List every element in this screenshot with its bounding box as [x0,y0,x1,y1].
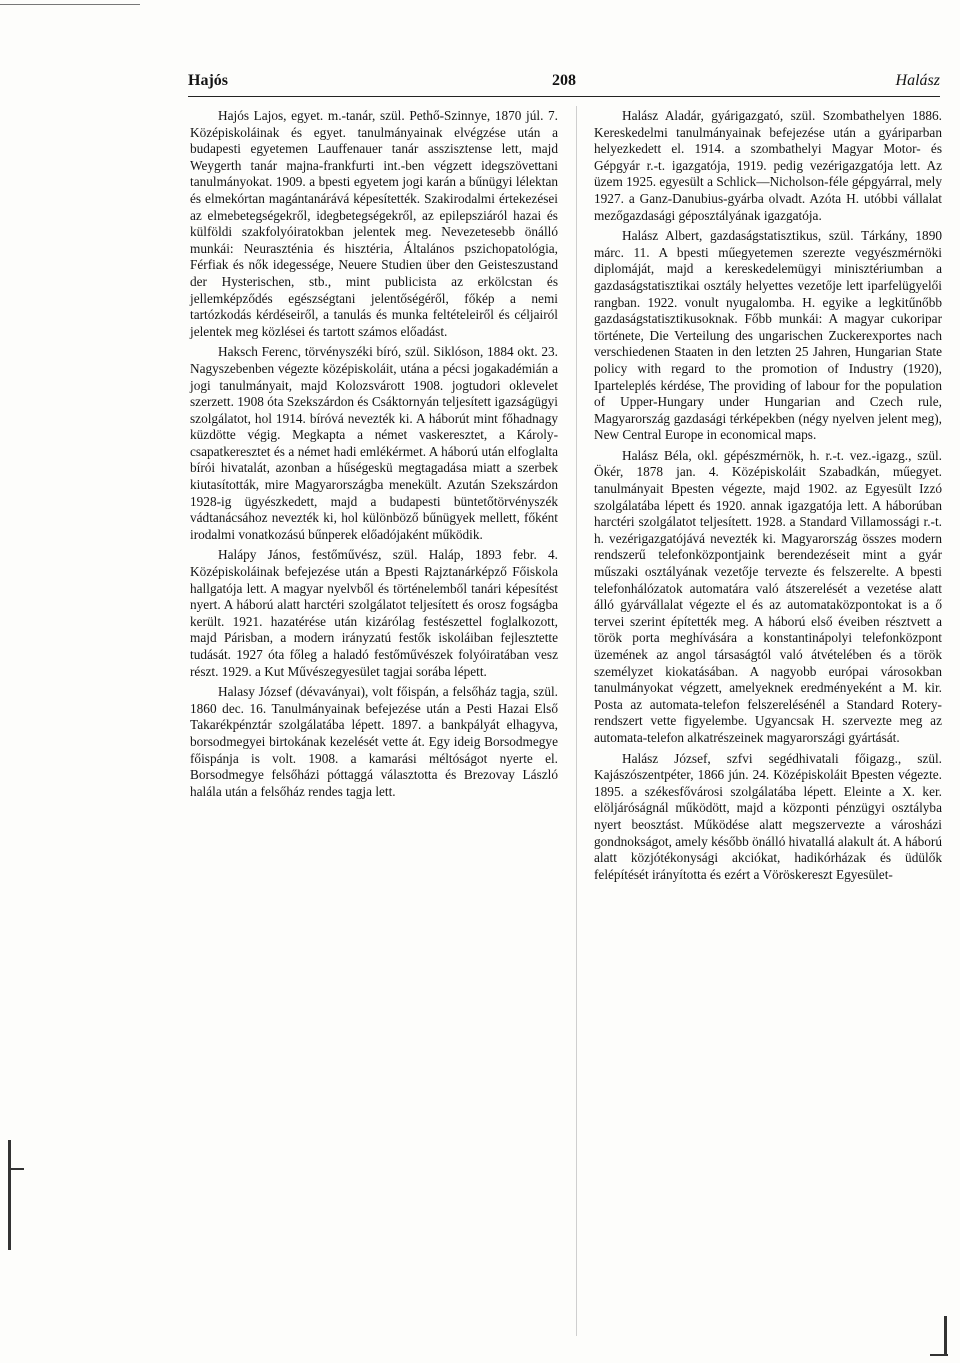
entry-hajos-lajos: Hajós Lajos, egyet. m.-tanár, szül. Pethő-Szinnye, 1870 júl. 7. Középiskoláinak és egyet. tanulmányainak elvégzése után a budapesti egyetemen Lauffenauer tanár asszisztense lett, majd Weygerth tanár majna-frankfurti int.-ben végzett idegszövettani tanulmányokat. 1909. a bpesti egyetem jogi karán a bűnügyi lélektan és elmekórtan magántanárává képesítették. Szakirodalmi értekezései az elmebetegségekről, idegbetegségekről, az epilepsziáról hazai és külföldi szakfolyóiratokban jelentek meg. Nevezetesebb önálló munkái: Neuraszténia és hisztéria, Általános pszichopatológia, Férfiak és nők idegessége, Neuere Studien über den Geisteszustand der Hysterischen, stb., mint publicista az erkölcstan és jellemképződés egészségtani jelentőségéről, főkép a nemi tartózkodás kérdéseiről, a tanulás és munka feltételeiről és céljairól jelentek meg közlései és tartott számos előadást. [190,108,558,339]
scan-mark-bottom-right-base [930,1354,948,1356]
page-number: 208 [552,72,576,89]
entry-halasz-jozsef: Halász József, szfvi segédhivatali főigazg., szül. Kajászószentpéter, 1866 jún. 24. Középiskoláit Bpesten végezte. 1895. a székesfővárosi szolgálatába lépett. Eleinte a X. ker. elöljáróságnál működött, majd a központi pénzügyi osztályba nyert beosztást. Működése alatt megszervezte a városházi gondnokságot, amely később önálló hivatallá alakult át. A háború alatt közjótékonysági akciókat, hadikórházak és üdülők felépítését irányította és ezért a Vöröskereszt Egyesület- [594,750,942,882]
entry-halasz-aladar: Halász Aladár, gyárigazgató, szül. Szombathelyen 1886. Kereskedelmi tanulmányainak befejezése után a gyáriparban helyezkedett el. 1914. a szombathelyi Magyar Motor- és Gépgyár r.-t. igazgatója, 1919. pedig vezérigazgatója lett. Az üzem 1925. egyesült a Schlick—Nicholson-féle gépgyárral, mely 1927. a Ganz-Danubius-gyárba olvadt. Azóta H. utóbbi vállalat mezőgazdasági géposztályának igazgatója. [594,108,942,223]
right-column [594,108,942,887]
scan-mark-top-left [0,4,140,5]
column-divider [576,106,577,1336]
scan-mark-left-tick [8,1168,24,1170]
entry-halasz-bela: Halász Béla, okl. gépészmérnök, h. r.-t. vez.-igazg., szül. Ökér, 1878 jan. 4. Középiskoláit Szabadkán, műegyet. tanulmányait Bpesten végezte, majd 1902. az Egyesült Izzó szolgálatába lépett és 1920. annak igazgatója lett. A háborúban harctéri szolgálatot teljesített. 1928. a Standard Villamossági r.-t. h. vezérigazgatójává nevezték ki. Magyarország összes modern rendszerű telefonközpontjaink berendezéseit mint a gyár műszaki osztályának vezetője tervezte és felszerelte. A bpesti telefonhálózatok automatára való átszerelését a vezetése alatt álló gyárvállalat végezte el és az automataközpontokat is a ő tervei szerint építették meg. A háború első éveiben résztvett a török porta meghívására a konstantinápolyi telefonközpont üzemének az angol társaságtól való átvételében és a török személyzet kiokatásában. A nagyobb európai városokban tanulmányokat végzett, amelyeknek eredményeként a M. kir. Posta az automata-telefon felszerelésénél a Standard Rotery-rendszert vette figyelembe. Ugyancsak H. szervezte meg az automata-telefon alkatrészeinek magyarországi gyártását. [594,447,942,745]
entry-halasz-albert: Halász Albert, gazdaságstatisztikus, szül. Tárkány, 1890 márc. 11. A bpesti műegyetemen szerezte vegyészmérnöki diplomáját, majd a kereskedelemügyi minisztériumban a gazdaságstatisztikai osztály helyettes vezetője lett iparfelügyelői rangban. 1922. vonult nyugalomba. H. egyike a legkitűnőbb gazdaságstatisztikusoknak. Főbb munkái: A magyar cukoripar története, Die Verteilung des ungarischen Zuckerexportes nach verschiedenen Staaten in den letzten 25 Jahren, Hungarian State policy with regard to the promotion of Industry (1920), Iparteleplés kérdése, The providing of labour for the population of Upper-Hungary under Hungarian and Czech rule, Magyarország gazdasági térképekben (négy nyelven jelent meg), New Central Europe in economical maps. [594,228,942,443]
left-column [190,108,558,804]
entry-halasy-jozsef: Halasy József (dévaványai), volt főispán, a felsőház tagja, szül. 1860 dec. 16. Tanulmányainak befejezése után a Pesti Hazai Első Takarékpénztár szolgálatába lépett. 1897. a bankpályát elhagyva, borsodmegyei birtokának kezelését vette át. Egy ideig Borsodmegye főispánja is volt. 1908. a kamarási méltóságot nyerte el. Borsodmegye felsőházi póttaggá választotta és Brezovay László halála után a felsőház rendes tagja lett. [190,684,558,799]
page-header [188,66,940,97]
scan-mark-left-edge [8,1140,11,1250]
running-head-right: Halász [895,72,940,89]
entry-halapy-janos: Halápy János, festőművész, szül. Haláp, 1893 febr. 4. Középiskoláinak befejezése után a Bpesti Rajztanárképző Főiskola hallgatója lett. A magyar nyelvből és történelemből tanári képesítést nyert. A háború alatt harctéri szolgálatot teljesített és orosz fogságba került. 1921. hazatérése után kizárólag festészettel foglalkozott, majd Párisban, a modern irányzatú festők iskoláiban fejlesztette tudását. 1927 óta főleg a haladó festőművészek folyóiratában vesz részt. 1929. a Kut Művészegyesület tagjai sorába lépett. [190,547,558,679]
running-head-left: Hajós [188,72,228,89]
entry-haksch-ferenc: Haksch Ferenc, törvényszéki bíró, szül. Siklóson, 1884 okt. 23. Nagyszebenben végezte középiskoláit, utána a pécsi jogakadémián a jogi tanulmányait, majd Kolozsvárott 1908. jogtudori oklevelet szerzett. 1908 óta Szekszárdon és Csáktornyán teljesített igazságügyi szolgálatot, hol 1914. bíróvá nevezték ki. A háborút mint főhadnagy küzdötte végig. Megkapta a német vaskeresztet, a Károly-csapatkeresztet és a német hadi emlékérmet. A háború után elfoglalta bírói hivatalát, azonban a hűségeskü megtagadása miatt a szerbek kiutasították, mire Magyarországba menekült. Azután Szekszárdon 1928-ig ügyészkedett, majd a budapesti büntetőtörvényszék vádtanácsához nevezték ki, hol különböző bűnügyek mellett, főként irodalmi vonatkozású bűnperek előadójaként működik. [190,344,558,542]
scan-mark-bottom-right [944,1316,947,1356]
